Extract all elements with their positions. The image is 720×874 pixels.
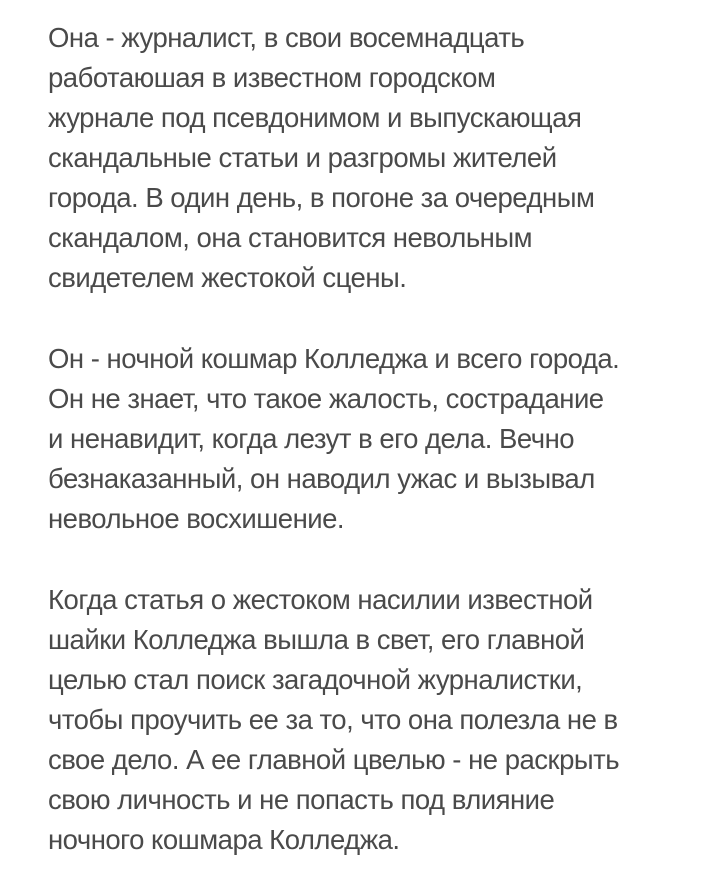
text-line: Он - ночной кошмар Колледжа и всего города. [48,343,620,374]
text-line: безнаказанный, он наводил ужас и вызывал [48,463,595,494]
text-line: свое дело. А ее главной цвелью - не раскрыть [48,744,620,775]
text-line: шайки Колледжа вышла в свет, его главной [48,624,585,655]
paragraph-hero [48,339,708,539]
text-line: города. В один день, в погоне за очередным [48,182,595,213]
text-line: журнале под псевдонимом и выпускающая [48,102,582,133]
text-line: Когда статья о жестоком насилии известной [48,584,593,615]
text-line: Он не знает, что такое жалость, сострадание [48,383,604,414]
text-line: невольное восхишение. [48,503,345,534]
paragraph-plot [48,580,708,860]
paragraph-heroine [48,18,708,298]
text-line: свидетелем жестокой сцены. [48,262,407,293]
text-line: ночного кошмара Колледжа. [48,824,400,855]
text-line: свою личность и не попасть под влияние [48,784,555,815]
text-line: работаюшая в известном городском [48,62,496,93]
text-line: целью стал поиск загадочной журналистки, [48,664,583,695]
text-line: скандалом, она становится невольным [48,222,533,253]
text-line: Она - журналист, в свои восемнадцать [48,22,525,53]
text-line: и ненавидит, когда лезут в его дела. Вечно [48,423,575,454]
text-line: чтобы проучить ее за то, что она полезла не в [48,704,618,735]
text-line: скандальные статьи и разгромы жителей [48,142,557,173]
